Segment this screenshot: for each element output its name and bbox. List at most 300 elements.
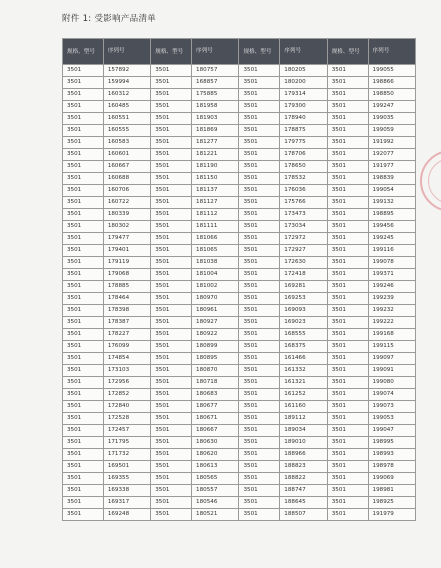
table-row (63, 77, 416, 89)
model-cell: 3501 (63, 113, 104, 125)
model-cell: 3501 (239, 341, 280, 353)
model-cell: 3501 (239, 137, 280, 149)
serial-cell: 178464 (103, 293, 150, 305)
affected-products-table (62, 38, 416, 521)
model-cell: 3501 (239, 497, 280, 509)
serial-cell: 160722 (103, 197, 150, 209)
serial-cell: 169093 (280, 305, 327, 317)
serial-cell: 178940 (280, 113, 327, 125)
serial-cell: 199069 (368, 473, 415, 485)
model-cell: 3501 (327, 389, 368, 401)
table-row (63, 497, 416, 509)
serial-cell: 160485 (103, 101, 150, 113)
serial-cell: 176036 (280, 185, 327, 197)
model-cell: 3501 (239, 509, 280, 521)
model-cell: 3501 (327, 221, 368, 233)
table-row (63, 293, 416, 305)
serial-cell: 199245 (368, 233, 415, 245)
serial-cell: 188822 (280, 473, 327, 485)
model-cell: 3501 (151, 437, 192, 449)
serial-cell: 181127 (192, 197, 239, 209)
table-row (63, 425, 416, 437)
serial-cell: 188747 (280, 485, 327, 497)
model-cell: 3501 (327, 509, 368, 521)
model-cell: 3501 (151, 365, 192, 377)
model-cell: 3501 (239, 389, 280, 401)
model-cell: 3501 (239, 317, 280, 329)
table-header-row (63, 39, 416, 65)
model-cell: 3501 (63, 437, 104, 449)
model-cell: 3501 (151, 161, 192, 173)
serial-cell: 160312 (103, 89, 150, 101)
header-serial: 序列号 (368, 39, 415, 65)
serial-cell: 180922 (192, 329, 239, 341)
serial-cell: 199097 (368, 353, 415, 365)
serial-cell: 180870 (192, 365, 239, 377)
model-cell: 3501 (239, 365, 280, 377)
serial-cell: 198995 (368, 437, 415, 449)
model-cell: 3501 (63, 329, 104, 341)
table-row (63, 113, 416, 125)
model-cell: 3501 (327, 161, 368, 173)
model-cell: 3501 (239, 173, 280, 185)
model-cell: 3501 (239, 269, 280, 281)
serial-cell: 189112 (280, 413, 327, 425)
serial-cell: 198850 (368, 89, 415, 101)
model-cell: 3501 (327, 413, 368, 425)
model-cell: 3501 (327, 197, 368, 209)
model-cell: 3501 (327, 137, 368, 149)
serial-cell: 180565 (192, 473, 239, 485)
serial-cell: 169338 (103, 485, 150, 497)
serial-cell: 180205 (280, 65, 327, 77)
serial-cell: 181137 (192, 185, 239, 197)
serial-cell: 172418 (280, 269, 327, 281)
model-cell: 3501 (151, 233, 192, 245)
model-cell: 3501 (63, 305, 104, 317)
model-cell: 3501 (63, 473, 104, 485)
serial-cell: 161252 (280, 389, 327, 401)
serial-cell: 178227 (103, 329, 150, 341)
serial-cell: 181958 (192, 101, 239, 113)
table-row (63, 449, 416, 461)
serial-cell: 198895 (368, 209, 415, 221)
serial-cell: 179477 (103, 233, 150, 245)
table-row (63, 257, 416, 269)
table-row (63, 173, 416, 185)
serial-cell: 179775 (280, 137, 327, 149)
header-model: 规格、型号 (239, 39, 280, 65)
model-cell: 3501 (327, 365, 368, 377)
serial-cell: 199246 (368, 281, 415, 293)
model-cell: 3501 (151, 425, 192, 437)
serial-cell: 172457 (103, 425, 150, 437)
serial-cell: 189010 (280, 437, 327, 449)
model-cell: 3501 (63, 257, 104, 269)
header-model: 规格、型号 (151, 39, 192, 65)
model-cell: 3501 (151, 221, 192, 233)
model-cell: 3501 (151, 149, 192, 161)
model-cell: 3501 (63, 293, 104, 305)
model-cell: 3501 (63, 185, 104, 197)
model-cell: 3501 (151, 509, 192, 521)
serial-cell: 180613 (192, 461, 239, 473)
serial-cell: 169501 (103, 461, 150, 473)
model-cell: 3501 (63, 77, 104, 89)
serial-cell: 178387 (103, 317, 150, 329)
model-cell: 3501 (239, 221, 280, 233)
model-cell: 3501 (151, 281, 192, 293)
serial-cell: 161332 (280, 365, 327, 377)
model-cell: 3501 (239, 161, 280, 173)
serial-cell: 160667 (103, 161, 150, 173)
model-cell: 3501 (239, 473, 280, 485)
model-cell: 3501 (327, 329, 368, 341)
model-cell: 3501 (327, 209, 368, 221)
model-cell: 3501 (327, 233, 368, 245)
serial-cell: 171732 (103, 449, 150, 461)
model-cell: 3501 (151, 449, 192, 461)
serial-cell: 178532 (280, 173, 327, 185)
model-cell: 3501 (151, 209, 192, 221)
model-cell: 3501 (239, 425, 280, 437)
model-cell: 3501 (63, 197, 104, 209)
model-cell: 3501 (327, 257, 368, 269)
serial-cell: 176099 (103, 341, 150, 353)
model-cell: 3501 (151, 485, 192, 497)
model-cell: 3501 (151, 101, 192, 113)
header-model: 规格、型号 (327, 39, 368, 65)
model-cell: 3501 (239, 209, 280, 221)
model-cell: 3501 (239, 329, 280, 341)
serial-cell: 181869 (192, 125, 239, 137)
serial-cell: 198978 (368, 461, 415, 473)
serial-cell: 180521 (192, 509, 239, 521)
table-row (63, 353, 416, 365)
serial-cell: 199073 (368, 401, 415, 413)
model-cell: 3501 (239, 125, 280, 137)
model-cell: 3501 (151, 329, 192, 341)
serial-cell: 198925 (368, 497, 415, 509)
table-row (63, 413, 416, 425)
table-row (63, 401, 416, 413)
serial-cell: 180899 (192, 341, 239, 353)
serial-cell: 168375 (280, 341, 327, 353)
model-cell: 3501 (327, 497, 368, 509)
serial-cell: 180970 (192, 293, 239, 305)
serial-cell: 192077 (368, 149, 415, 161)
serial-cell: 160706 (103, 185, 150, 197)
serial-cell: 181277 (192, 137, 239, 149)
serial-cell: 181038 (192, 257, 239, 269)
table-row (63, 245, 416, 257)
serial-cell: 199053 (368, 413, 415, 425)
model-cell: 3501 (151, 185, 192, 197)
serial-cell: 160555 (103, 125, 150, 137)
model-cell: 3501 (327, 449, 368, 461)
model-cell: 3501 (239, 89, 280, 101)
model-cell: 3501 (239, 305, 280, 317)
model-cell: 3501 (151, 413, 192, 425)
serial-cell: 188645 (280, 497, 327, 509)
model-cell: 3501 (151, 173, 192, 185)
table-row (63, 509, 416, 521)
serial-cell: 180927 (192, 317, 239, 329)
serial-cell: 174854 (103, 353, 150, 365)
serial-cell: 181903 (192, 113, 239, 125)
model-cell: 3501 (327, 245, 368, 257)
model-cell: 3501 (239, 185, 280, 197)
model-cell: 3501 (63, 461, 104, 473)
table-row (63, 101, 416, 113)
model-cell: 3501 (151, 461, 192, 473)
model-cell: 3501 (239, 149, 280, 161)
serial-cell: 199247 (368, 101, 415, 113)
serial-cell: 160583 (103, 137, 150, 149)
serial-cell: 161321 (280, 377, 327, 389)
header-serial: 序列号 (192, 39, 239, 65)
model-cell: 3501 (151, 89, 192, 101)
serial-cell: 198866 (368, 77, 415, 89)
model-cell: 3501 (151, 341, 192, 353)
model-cell: 3501 (151, 317, 192, 329)
serial-cell: 191977 (368, 161, 415, 173)
serial-cell: 198839 (368, 173, 415, 185)
serial-cell: 188507 (280, 509, 327, 521)
serial-cell: 159994 (103, 77, 150, 89)
serial-cell: 178875 (280, 125, 327, 137)
serial-cell: 175885 (192, 89, 239, 101)
serial-cell: 178885 (103, 281, 150, 293)
model-cell: 3501 (63, 365, 104, 377)
model-cell: 3501 (239, 401, 280, 413)
serial-cell: 180630 (192, 437, 239, 449)
serial-cell: 172852 (103, 389, 150, 401)
model-cell: 3501 (327, 77, 368, 89)
model-cell: 3501 (63, 161, 104, 173)
serial-cell: 180895 (192, 353, 239, 365)
serial-cell: 180667 (192, 425, 239, 437)
model-cell: 3501 (327, 113, 368, 125)
model-cell: 3501 (327, 425, 368, 437)
serial-cell: 160688 (103, 173, 150, 185)
header-serial: 序列号 (103, 39, 150, 65)
serial-cell: 180546 (192, 497, 239, 509)
model-cell: 3501 (63, 485, 104, 497)
model-cell: 3501 (239, 65, 280, 77)
model-cell: 3501 (151, 257, 192, 269)
model-cell: 3501 (239, 101, 280, 113)
model-cell: 3501 (327, 293, 368, 305)
serial-cell: 180339 (103, 209, 150, 221)
table-row (63, 389, 416, 401)
model-cell: 3501 (63, 101, 104, 113)
model-cell: 3501 (151, 401, 192, 413)
model-cell: 3501 (239, 437, 280, 449)
serial-cell: 172840 (103, 401, 150, 413)
table-row (63, 341, 416, 353)
serial-cell: 199116 (368, 245, 415, 257)
model-cell: 3501 (151, 305, 192, 317)
serial-cell: 191979 (368, 509, 415, 521)
serial-cell: 175766 (280, 197, 327, 209)
serial-cell: 199239 (368, 293, 415, 305)
serial-cell: 179119 (103, 257, 150, 269)
serial-cell: 173034 (280, 221, 327, 233)
table-row (63, 197, 416, 209)
serial-cell: 169317 (103, 497, 150, 509)
model-cell: 3501 (151, 137, 192, 149)
model-cell: 3501 (327, 65, 368, 77)
serial-cell: 199091 (368, 365, 415, 377)
serial-cell: 179314 (280, 89, 327, 101)
model-cell: 3501 (151, 269, 192, 281)
serial-cell: 173103 (103, 365, 150, 377)
serial-cell: 161160 (280, 401, 327, 413)
serial-cell: 181066 (192, 233, 239, 245)
model-cell: 3501 (327, 485, 368, 497)
serial-cell: 172972 (280, 233, 327, 245)
serial-cell: 181004 (192, 269, 239, 281)
model-cell: 3501 (63, 173, 104, 185)
model-cell: 3501 (63, 449, 104, 461)
serial-cell: 199074 (368, 389, 415, 401)
table-row (63, 461, 416, 473)
serial-cell: 198981 (368, 485, 415, 497)
model-cell: 3501 (63, 209, 104, 221)
model-cell: 3501 (327, 149, 368, 161)
serial-cell: 178398 (103, 305, 150, 317)
model-cell: 3501 (151, 389, 192, 401)
serial-cell: 169023 (280, 317, 327, 329)
model-cell: 3501 (327, 173, 368, 185)
table-row (63, 281, 416, 293)
table-row (63, 377, 416, 389)
model-cell: 3501 (63, 137, 104, 149)
model-cell: 3501 (239, 233, 280, 245)
table-row (63, 125, 416, 137)
table-row (63, 305, 416, 317)
model-cell: 3501 (63, 245, 104, 257)
model-cell: 3501 (151, 473, 192, 485)
model-cell: 3501 (63, 401, 104, 413)
model-cell: 3501 (239, 353, 280, 365)
serial-cell: 180302 (103, 221, 150, 233)
serial-cell: 199059 (368, 125, 415, 137)
serial-cell: 161466 (280, 353, 327, 365)
model-cell: 3501 (327, 437, 368, 449)
serial-cell: 179300 (280, 101, 327, 113)
model-cell: 3501 (239, 461, 280, 473)
table-row (63, 329, 416, 341)
serial-cell: 188823 (280, 461, 327, 473)
serial-cell: 199371 (368, 269, 415, 281)
serial-cell: 172927 (280, 245, 327, 257)
serial-cell: 160601 (103, 149, 150, 161)
table-row (63, 149, 416, 161)
serial-cell: 180200 (280, 77, 327, 89)
model-cell: 3501 (63, 317, 104, 329)
model-cell: 3501 (151, 125, 192, 137)
serial-cell: 180683 (192, 389, 239, 401)
model-cell: 3501 (327, 377, 368, 389)
serial-cell: 169253 (280, 293, 327, 305)
model-cell: 3501 (239, 413, 280, 425)
serial-cell: 191992 (368, 137, 415, 149)
serial-cell: 199078 (368, 257, 415, 269)
model-cell: 3501 (239, 113, 280, 125)
table-row (63, 185, 416, 197)
serial-cell: 180757 (192, 65, 239, 77)
table-body (63, 65, 416, 521)
serial-cell: 199456 (368, 221, 415, 233)
model-cell: 3501 (327, 89, 368, 101)
model-cell: 3501 (63, 149, 104, 161)
model-cell: 3501 (327, 353, 368, 365)
serial-cell: 172528 (103, 413, 150, 425)
serial-cell: 199035 (368, 113, 415, 125)
model-cell: 3501 (151, 197, 192, 209)
serial-cell: 180677 (192, 401, 239, 413)
model-cell: 3501 (327, 281, 368, 293)
model-cell: 3501 (63, 413, 104, 425)
table-row (63, 221, 416, 233)
model-cell: 3501 (63, 425, 104, 437)
model-cell: 3501 (151, 113, 192, 125)
serial-cell: 179401 (103, 245, 150, 257)
model-cell: 3501 (239, 197, 280, 209)
model-cell: 3501 (63, 233, 104, 245)
serial-cell: 181111 (192, 221, 239, 233)
model-cell: 3501 (63, 89, 104, 101)
model-cell: 3501 (239, 77, 280, 89)
serial-cell: 180718 (192, 377, 239, 389)
table-row (63, 233, 416, 245)
serial-cell: 172630 (280, 257, 327, 269)
serial-cell: 181065 (192, 245, 239, 257)
serial-cell: 199132 (368, 197, 415, 209)
serial-cell: 172956 (103, 377, 150, 389)
serial-cell: 157892 (103, 65, 150, 77)
model-cell: 3501 (239, 293, 280, 305)
table-row (63, 209, 416, 221)
serial-cell: 199115 (368, 341, 415, 353)
header-model: 规格、型号 (63, 39, 104, 65)
page-title: 附件 1: 受影响产品清单 (62, 14, 157, 24)
model-cell: 3501 (327, 185, 368, 197)
serial-cell: 199080 (368, 377, 415, 389)
serial-cell: 181190 (192, 161, 239, 173)
serial-cell: 181221 (192, 149, 239, 161)
model-cell: 3501 (327, 317, 368, 329)
model-cell: 3501 (327, 401, 368, 413)
serial-cell: 168555 (280, 329, 327, 341)
model-cell: 3501 (151, 77, 192, 89)
header-serial: 序列号 (280, 39, 327, 65)
table-row (63, 161, 416, 173)
model-cell: 3501 (63, 377, 104, 389)
model-cell: 3501 (239, 281, 280, 293)
model-cell: 3501 (327, 473, 368, 485)
serial-cell: 180671 (192, 413, 239, 425)
model-cell: 3501 (151, 245, 192, 257)
model-cell: 3501 (239, 485, 280, 497)
red-seal-stamp (420, 150, 441, 212)
model-cell: 3501 (151, 497, 192, 509)
model-cell: 3501 (327, 269, 368, 281)
model-cell: 3501 (63, 509, 104, 521)
model-cell: 3501 (327, 125, 368, 137)
